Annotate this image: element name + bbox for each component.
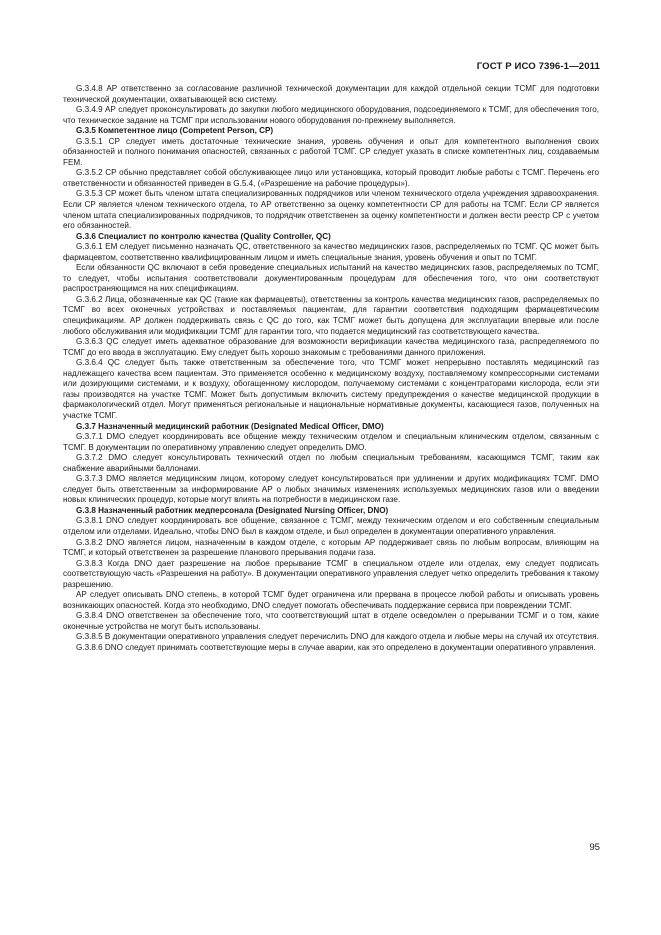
paragraph: G.3.4.9 АР следует проконсультировать до закупки любого медицинского оборудования, подсоединяемого к ТСМГ, для обеспечения того, что техническое задание на ТСМГ при использовании нового оборудования по-прежнему выполняется. [63,105,599,125]
paragraph: G.3.7.1 DMO следует координировать все общение между техническим отделом и специальным клиническим отделом, связанным с ТСМГ. В документации по оперативному управлению следует определить DMO. [63,432,599,452]
paragraph: G.3.8.1 DNO следует координировать все общение, связанное с ТСМГ, между техническим отделом и его собственным специальным отделом или отделами. Идеально, чтобы DNO был в каждом отделе, и был определен в документации оперативного управления. [63,516,599,536]
page-number: 95 [589,842,600,853]
paragraph: G.3.4.8 АР ответственно за согласование различной технической документации для каждой отдельной секции ТСМГ для подготовки технической документации, охватывающей всю систему. [63,84,599,104]
paragraph: G.3.6.1 ЕМ следует письменно назначать QC, ответственного за качество медицинских газов, распределяемых по ТСМГ. QC может быть фармацевтом, соответственно квалифицированным лицом и иметь специальные знания, уровень обучения и опыт по ТСМГ. [63,242,599,262]
section-heading: G.3.6 Специалист по контролю качества (Quality Controller, QC) [76,231,331,241]
paragraph: G.3.8.3 Когда DNO дает разрешение на любое прерывание ТСМГ в специальном отделе или отделах, ему следует подписать соответствующую часть «Разрешения на работу». В документации оперативного управления следует четко определить требования к такому разрешению. [63,558,599,589]
paragraph: G.3.6.3 QC следует иметь адекватное образование для возможности верификации качества медицинского газа, распределяемого по ТСМГ до его ввода в эксплуатацию. Ему следует быть хорошо знакомым с требованиями данного приложения. [63,337,599,357]
paragraph: G.3.8.5 В документации оперативного управления следует перечислить DNO для каждого отдела и любые меры на случай их отсутствия. [76,632,599,642]
paragraph: G.3.8.4 DNO ответственен за обеспечение того, что соответствующий штат в отделе осведомлен о прерывании ТСМГ и о том, какие оконечные устройства не могут быть использованы. [63,611,599,631]
document-header: ГОСТ Р ИСО 7396-1—2011 [476,61,600,72]
paragraph: G.3.6.4 QC следует быть также ответственным за обеспечение того, что ТСМГ может непрерывно поставлять медицинский газ надлежащего качества всем пациентам. Это применяется особенно к медицинскому воздуху, поставляемому компрессорными системами или дозирующими системами, и к воздуху, обогащенному кислородом, получаемому системами с концентраторами кислорода, если эти газы производятся на участке ТСМГ. Может быть допустимым включить систему предупреждения о качестве медицинской продукции в фармакологический отдел. Могут применяться региональные и национальные нормативные документы, касающиеся газов, полученных на участке ТСМГ. [63,358,599,420]
paragraph: G.3.5.2 СР обычно представляет собой обслуживающее лицо или установщика, который проводит любые работы с ТСМГ. Перечень его ответственности и обязанностей приведен в G.5.4, («Разрешение на рабочие процедуры»). [63,168,599,188]
paragraph: АР следует описывать DNO степень, в которой ТСМГ будет ограничена или прервана в процессе любой работы и описывать уровень возникающих опасностей. Когда это необходимо, DNO следует помогать обеспечивать поддержание сервиса при повреждении ТСМГ. [63,590,599,610]
paragraph: Если обязанности QC включают в себя проведение специальных испытаний на качество медицинских газов, распределяемых по ТСМГ, то следует, чтобы испытания соответствовали документированным процедурам для обеспечения того, что они соответствуют распространяющимся на них спецификациям. [63,263,599,294]
section-heading: G.3.8 Назначенный работник медперсонала (Designated Nursing Officer, DNO) [76,505,389,515]
section-heading: G.3.7 Назначенный медицинский работник (Designated Medical Officer, DMO) [76,421,384,431]
paragraph: G.3.8.6 DNO следует принимать соответствующие меры в случае аварии, как это определено в документации оперативного управления. [76,642,596,652]
paragraph: G.3.5.1 СР следует иметь достаточные технические знания, уровень обучения и опыт для компетентного выполнения своих обязанностей и полного понимания опасностей, связанных с работой ТСМГ. СР следует указать в списке компетентных лиц, создаваемым FEM. [63,136,599,167]
paragraph: G.3.6.2 Лица, обозначенные как QC (такие как фармацевты), ответственны за контроль качества медицинских газов, распределяемых по ТСМГ во всех оконечных устройствах и поставляемых пациентам, для гарантии соответствия подходящим фармацевтическим спецификациям. АР должен поддерживать связь с QC до того, как ТСМГ может быть допущена для эксплуатации впервые или после любого обслуживания или модификации ТСМГ для гарантии того, что подается медицинский газ соответствующего качества. [63,294,599,336]
paragraph: G.3.7.3 DMO является медицинским лицом, которому следует консультироваться при удлинении и других модификациях ТСМГ. DMO следует быть ответственным за информирование АР о любых значимых изменениях используемых медицинских газов или о введении новых клинических процедур, которые могут влиять на потребности в медицинском газе. [63,474,599,505]
section-heading: G.3.5 Компетентное лицо (Competent Person, CP) [76,126,274,136]
paragraph: G.3.7.2 DMO следует консультировать технический отдел по любым специальным требованиям, касающимся ТСМГ, таким как снабжение аварийными баллонами. [63,453,599,473]
document-body [63,84,599,654]
paragraph: G.3.8.2 DNO является лицом, назначенным в каждом отделе, с которым АР поддерживает связь по любым вопросам, влияющим на ТСМГ, и который ответственен за разрешение планового прерывания подачи газа. [63,537,599,558]
paragraph: G.3.5.3 СР может быть членом штата специализированных подрядчиков или членом технического отдела учреждения здравоохранения. Если СР является членом технического отдела, то АР ответственно за оценку компетентности СР для работы на ТСМГ. Если СР является членом штата специализированных подрядчиков, то подрядчик ответственен за оценку компетентности и должен вести реестр СР с учетом его обязанностей. [63,189,599,231]
